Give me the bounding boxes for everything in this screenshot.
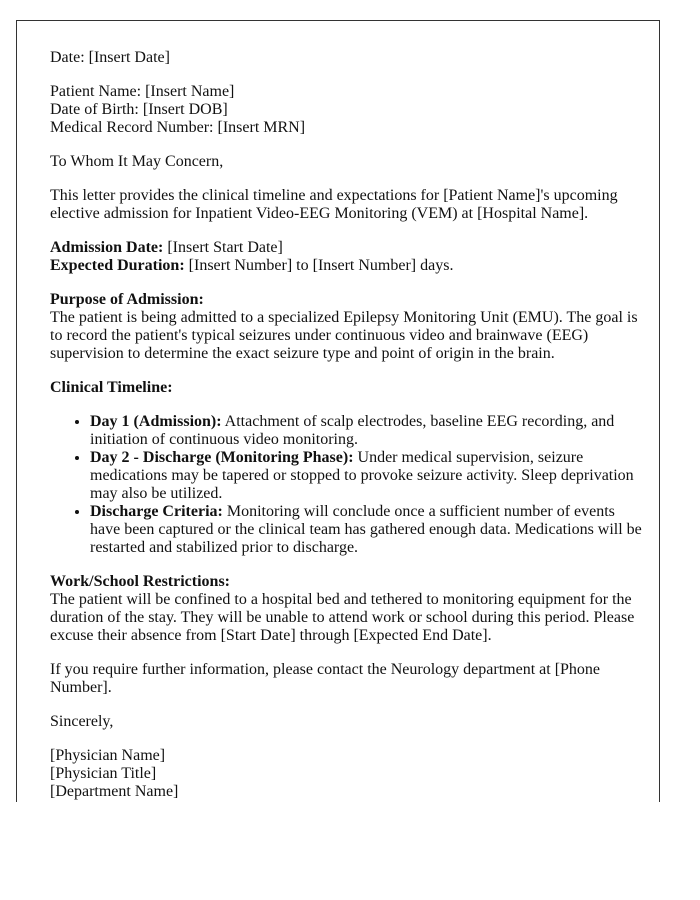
timeline-item bbox=[90, 503, 645, 557]
timeline-heading bbox=[50, 379, 645, 397]
patient-name-line: Patient Name: [Insert Name] bbox=[50, 83, 235, 100]
timeline-item-text: Monitoring will conclude once a sufficient number of events have been captured or the clinical team has gathered enough data. Medications will be restarted and stabilized prior to discharge. bbox=[90, 503, 642, 556]
contact-paragraph: If you require further information, please contact the Neurology department at [Phone Number]. bbox=[50, 661, 601, 696]
salutation: To Whom It May Concern, bbox=[50, 153, 224, 170]
mrn-line: Medical Record Number: [Insert MRN] bbox=[50, 119, 306, 136]
restrictions-section bbox=[50, 573, 645, 645]
admission-date-label: Admission Date: bbox=[50, 239, 164, 256]
expected-duration-line bbox=[50, 257, 645, 275]
physician-name: [Physician Name] bbox=[50, 747, 166, 764]
physician-title: [Physician Title] bbox=[50, 765, 157, 782]
purpose-heading: Purpose of Admission: bbox=[50, 291, 204, 308]
purpose-body: The patient is being admitted to a specialized Epilepsy Monitoring Unit (EMU). The goal is to record the patient's typical seizures under continuous video and brainwave (EEG) supervision to determine the exact seizure type and point of origin in the brain. bbox=[50, 309, 638, 362]
closing: Sincerely, bbox=[50, 713, 114, 730]
date-line: Date: [Insert Date] bbox=[50, 49, 170, 66]
timeline-item-label: Day 2 - Discharge (Monitoring Phase): bbox=[90, 449, 354, 466]
restrictions-body: The patient will be confined to a hospital bed and tethered to monitoring equipment for the duration of the stay. They will be unable to attend work or school during this period. Please excuse their absence from [Start Date] through [Expected End Date]. bbox=[50, 591, 635, 644]
timeline-list bbox=[50, 413, 645, 557]
timeline-item bbox=[90, 413, 645, 449]
timeline-item-label: Discharge Criteria: bbox=[90, 503, 223, 520]
timeline-item-label: Day 1 (Admission): bbox=[90, 413, 222, 430]
timeline-heading-text: Clinical Timeline: bbox=[50, 379, 173, 396]
admission-date-value: [Insert Start Date] bbox=[163, 239, 283, 256]
purpose-section bbox=[50, 291, 645, 363]
header-block bbox=[50, 49, 645, 67]
timeline-item bbox=[90, 449, 645, 503]
patient-info-block bbox=[50, 83, 645, 137]
expected-duration-value: [Insert Number] to [Insert Number] days. bbox=[184, 257, 454, 274]
signature-block bbox=[50, 747, 645, 801]
letter-page bbox=[16, 20, 660, 802]
timeline-item-text: Attachment of scalp electrodes, baseline EEG recording, and initiation of continuous video monitoring. bbox=[90, 413, 615, 448]
admission-date-line bbox=[50, 239, 645, 257]
letter-content bbox=[50, 49, 645, 801]
dob-line: Date of Birth: [Insert DOB] bbox=[50, 101, 228, 118]
restrictions-heading: Work/School Restrictions: bbox=[50, 573, 230, 590]
admission-block bbox=[50, 239, 645, 275]
department-name: [Department Name] bbox=[50, 783, 179, 800]
expected-duration-label: Expected Duration: bbox=[50, 257, 185, 274]
timeline-item-text: Under medical supervision, seizure medications may be tapered or stopped to provoke seizure activity. Sleep deprivation may also be utilized. bbox=[90, 449, 634, 502]
intro-paragraph: This letter provides the clinical timeline and expectations for [Patient Name]'s upcoming elective admission for Inpatient Video-EEG Monitoring (VEM) at [Hospital Name]. bbox=[50, 187, 618, 222]
